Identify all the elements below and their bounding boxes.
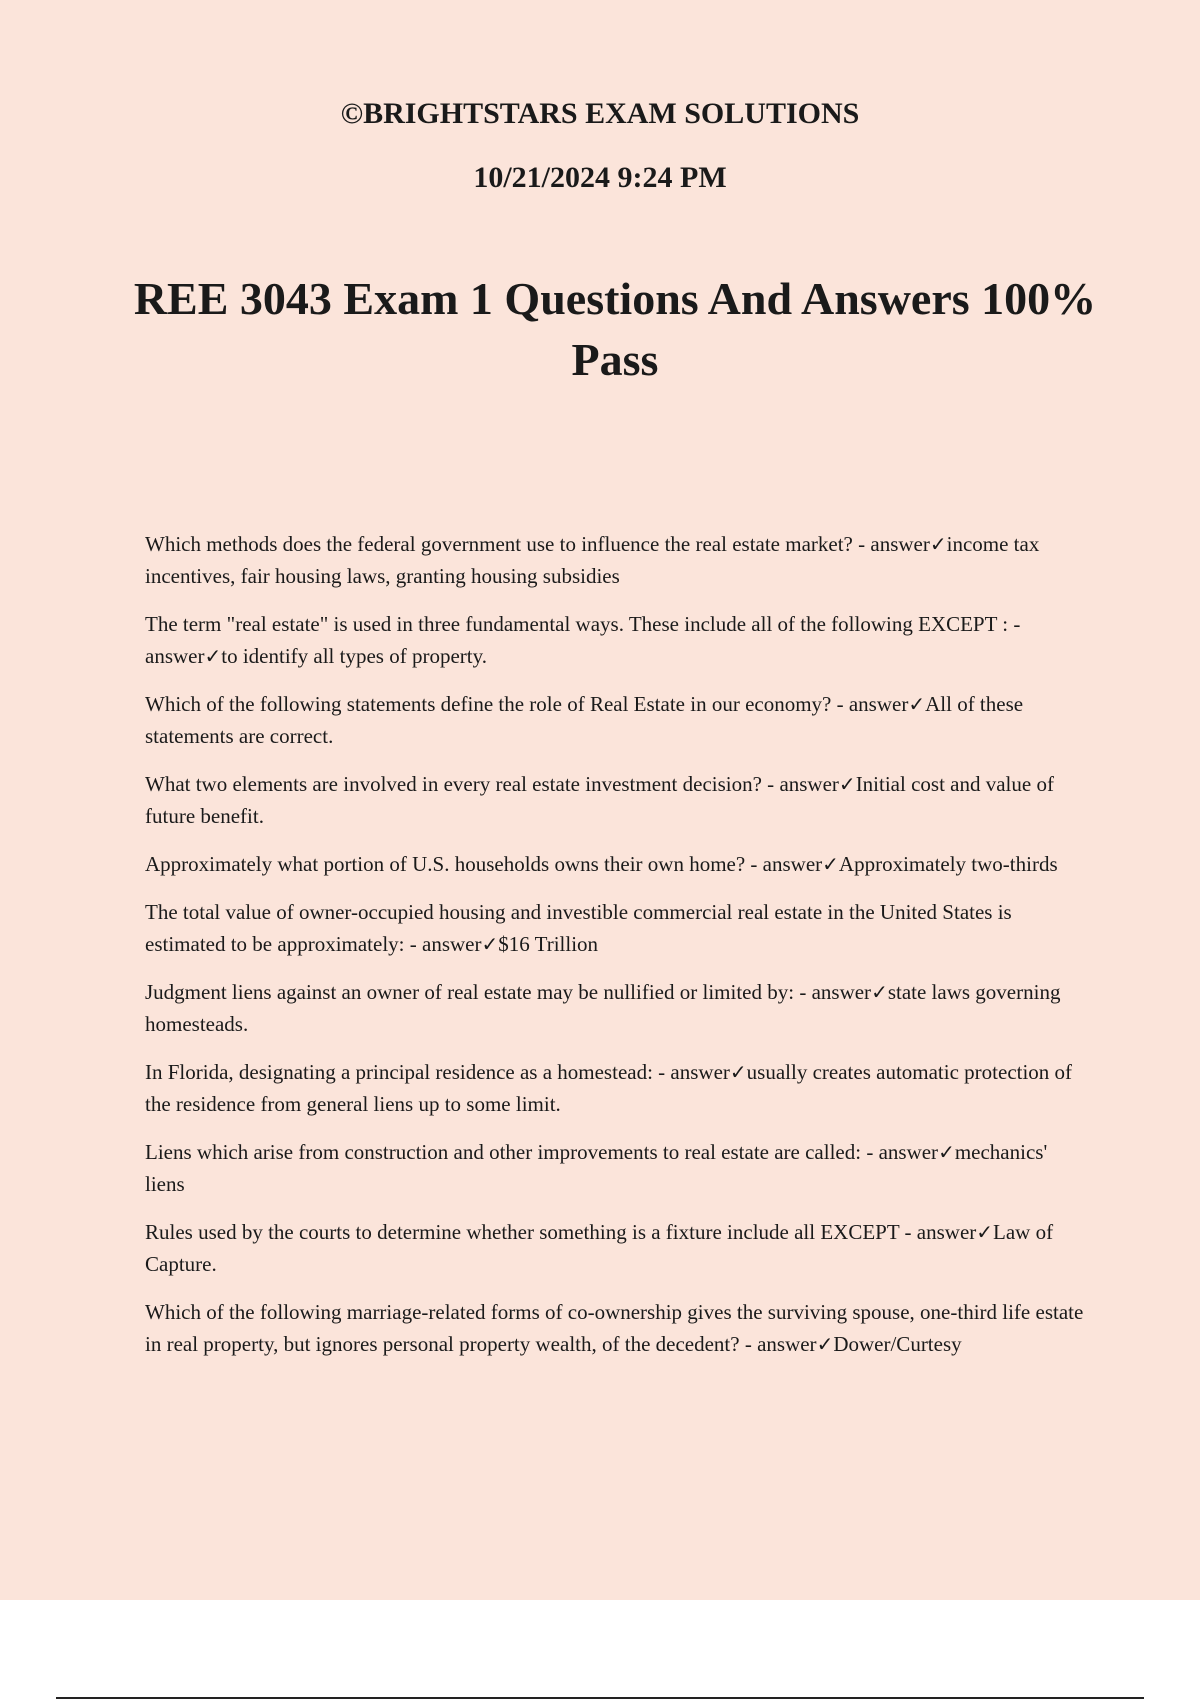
answer-label: answer (670, 1060, 730, 1084)
answer-text: state laws governing homesteads. (145, 980, 1061, 1036)
answer-label: answer (422, 932, 482, 956)
answer-text: Initial cost and value of future benefit. (145, 772, 1054, 828)
question-text: Rules used by the courts to determine whether something is a fixture include all EXCEPT - (145, 1220, 912, 1244)
answer-label: answer (870, 532, 930, 556)
answer-label: answer (145, 644, 205, 668)
checkmark-icon: ✓ (938, 1140, 955, 1164)
qa-item (145, 848, 1085, 880)
question-text: The term "real estate" is used in three fundamental ways. These include all of the following EXCEPT : - (145, 612, 1021, 636)
qa-item (145, 528, 1085, 592)
brand-header: ©BRIGHTSTARS EXAM SOLUTIONS (340, 97, 860, 130)
answer-label: answer (848, 692, 909, 716)
answer-text: income tax incentives, fair housing laws, granting housing subsidies (145, 532, 1040, 588)
question-text: Judgment liens against an owner of real estate may be nullified or limited by: - (145, 980, 807, 1004)
answer-text: usually creates automatic protection of the residence from general liens up to some limit. (145, 1060, 1073, 1116)
page-divider (56, 1697, 1144, 1699)
question-text: The total value of owner-occupied housing and investible commercial real estate in the United States is estimated to be approximately: - (145, 900, 1012, 956)
document-title: REE 3043 Exam 1 Questions And Answers 100% Pass (133, 273, 1097, 385)
checkmark-icon: ✓ (729, 1060, 747, 1084)
timestamp: 10/21/2024 9:24 PM (473, 161, 727, 194)
answer-text: All of these statements are correct. (145, 692, 1024, 748)
answer-text: mechanics' liens (145, 1140, 1048, 1196)
checkmark-icon: ✓ (976, 1220, 994, 1244)
question-text: Which of the following marriage-related forms of co-ownership gives the surviving spouse, one-third life estate in real property, but ignores personal property wealth, of the decedent? - (145, 1300, 1084, 1356)
answer-label: answer (878, 1140, 939, 1164)
question-text: Liens which arise from construction and other improvements to real estate are called: - (145, 1140, 874, 1164)
qa-item (145, 1056, 1085, 1120)
answer-label: answer (757, 1332, 817, 1356)
checkmark-icon: ✓ (871, 980, 888, 1004)
checkmark-icon: ✓ (481, 932, 499, 956)
question-text: What two elements are involved in every real estate investment decision? - (145, 772, 775, 796)
answer-label: answer (779, 772, 839, 796)
qa-item (145, 896, 1085, 960)
question-text: Approximately what portion of U.S. households owns their own home? - (145, 852, 758, 876)
qa-list (145, 528, 1085, 1376)
answer-label: answer (762, 852, 823, 876)
answer-label: answer (811, 980, 872, 1004)
answer-text: Law of Capture. (145, 1220, 1054, 1276)
question-text: Which of the following statements define the role of Real Estate in our economy? - (145, 692, 844, 716)
qa-item (145, 768, 1085, 832)
checkmark-icon: ✓ (838, 772, 856, 796)
answer-text: $16 Trillion (498, 932, 599, 956)
qa-item (145, 1296, 1085, 1360)
checkmark-icon: ✓ (816, 1332, 834, 1356)
qa-item (145, 608, 1085, 672)
question-text: Which methods does the federal government use to influence the real estate market? - (145, 532, 866, 556)
checkmark-icon: ✓ (204, 644, 222, 668)
answer-text: Approximately two-thirds (838, 852, 1058, 876)
question-text: In Florida, designating a principal residence as a homestead: - (145, 1060, 666, 1084)
qa-item (145, 976, 1085, 1040)
qa-item (145, 1216, 1085, 1280)
checkmark-icon: ✓ (822, 852, 839, 876)
answer-text: Dower/Curtesy (833, 1332, 962, 1356)
qa-item (145, 1136, 1085, 1200)
checkmark-icon: ✓ (908, 692, 926, 716)
checkmark-icon: ✓ (929, 532, 947, 556)
answer-label: answer (916, 1220, 977, 1244)
answer-text: to identify all types of property. (221, 644, 487, 668)
qa-item (145, 688, 1085, 752)
